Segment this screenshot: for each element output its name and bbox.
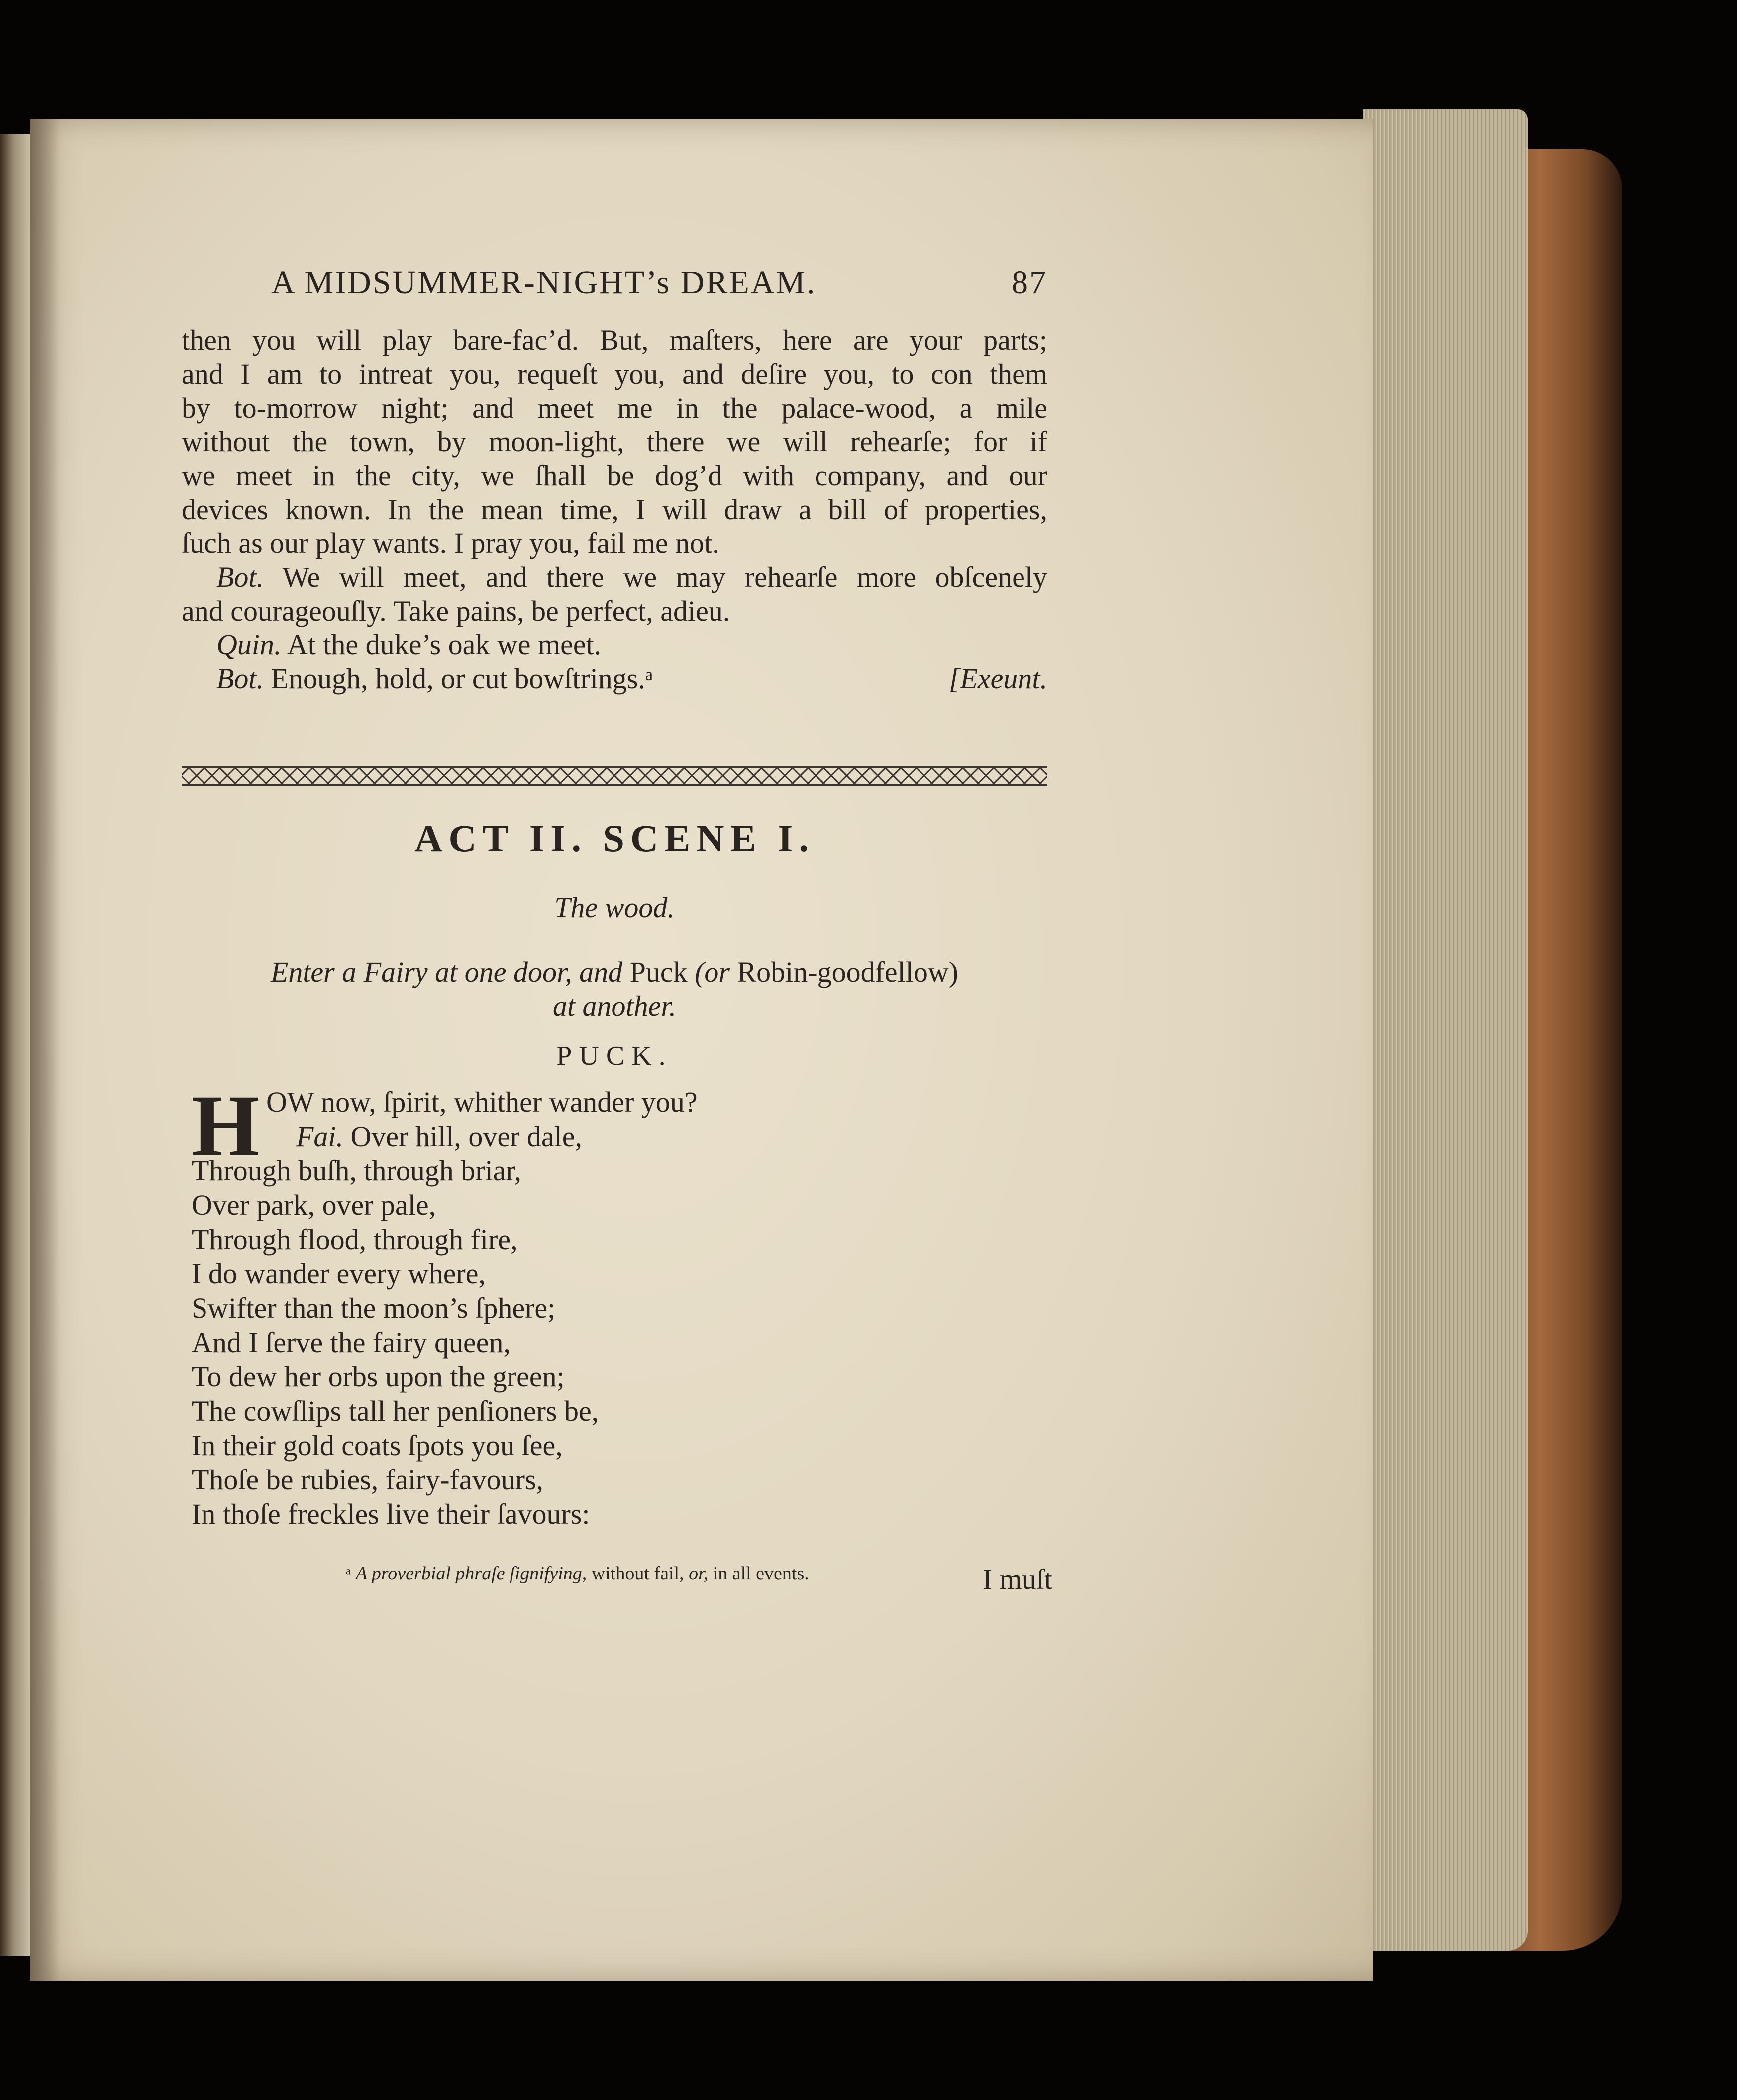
stage-dir-part: Robin-goodfellow) <box>737 956 959 988</box>
speech-bot-line-1 <box>182 560 1047 594</box>
page-number: 87 <box>1012 264 1047 301</box>
verse-line: I do wander every where, <box>192 1258 486 1290</box>
page-fore-edge <box>1363 109 1528 1951</box>
stage-direction <box>182 955 1047 1023</box>
prose-passage <box>182 323 1047 696</box>
footnote-part: in all events. <box>713 1563 809 1584</box>
drop-cap: H <box>192 1077 260 1174</box>
prose-line: and I am to intreat you, requeſt you, and deſire you, to con them <box>182 358 1047 390</box>
footnote-part: or, <box>689 1563 709 1584</box>
speaker-bot: Bot. <box>216 662 264 695</box>
stage-dir-part: Enter a Fairy at one door, <box>270 956 572 988</box>
speech-text: Enough, hold, or cut bowſtrings.ᵃ <box>271 662 653 695</box>
scene-setting: The wood. <box>554 891 675 924</box>
speech-text: We will meet, and there we may rehearſe more obſcenely <box>282 561 1047 593</box>
catchword: I muſt <box>982 1563 1052 1595</box>
footnote-part: without fail, <box>591 1563 684 1584</box>
verse-line: Swifter than the moon’s ſphere; <box>192 1292 556 1324</box>
stage-dir-part: at another. <box>552 990 677 1022</box>
speaker-quin: Quin. <box>216 629 282 661</box>
act-scene-heading: ACT II. SCENE I. <box>414 817 815 860</box>
stage-dir-part: and <box>579 956 623 988</box>
verse-line: Through buſh, through briar, <box>192 1155 521 1187</box>
verse-line: In thoſe freckles live their ſavours: <box>192 1498 590 1530</box>
prose-line: we meet in the city, we ſhall be dog’d with company, and our <box>182 459 1047 492</box>
speaker-bot: Bot. <box>216 561 264 593</box>
speech-bot-line-2: and courageouſly. Take pains, be perfect, adieu. <box>182 595 730 627</box>
stage-dir-part: (or <box>695 956 730 988</box>
verse-line: In their gold coats ſpots you ſee, <box>192 1429 563 1462</box>
verse-line: OW now, ſpirit, whither wander you? <box>266 1086 698 1118</box>
verse-passage <box>192 1077 1037 1531</box>
exeunt-direction: [Exeunt. <box>948 662 1047 695</box>
verse-line: And I ſerve the fairy queen, <box>192 1326 511 1359</box>
prose-line: then you will play bare-fac’d. But, maſters, here are your parts; <box>182 324 1047 356</box>
ornamental-rule <box>182 766 1047 786</box>
speaker-heading-puck: PUCK. <box>556 1041 673 1071</box>
verse-line: To dew her orbs upon the green; <box>192 1361 565 1393</box>
speech-quin <box>182 628 1047 662</box>
footnote-marker: ᵃ <box>346 1563 351 1584</box>
speech-bot-2 <box>182 662 1047 696</box>
speaker-fai: Fai. <box>296 1120 344 1153</box>
footnote <box>346 1563 993 1584</box>
stage-dir-part: Puck <box>629 956 688 988</box>
verse-line: Over park, over pale, <box>192 1189 436 1221</box>
running-title: A MIDSUMMER-NIGHT’s DREAM. <box>271 264 817 301</box>
prose-line: without the town, by moon-light, there we will rehearſe; for if <box>182 425 1047 458</box>
footnote-part: A proverbial phraſe ſignifying, <box>355 1563 587 1584</box>
verse-line: Thoſe be rubies, fairy-favours, <box>192 1464 544 1496</box>
prose-line: ſuch as our play wants. I pray you, fail me not. <box>182 527 719 559</box>
prose-line: by to-morrow night; and meet me in the palace-wood, a mile <box>182 392 1047 424</box>
verse-line: Through flood, through fire, <box>192 1223 518 1256</box>
page-gutter-shadow <box>30 119 60 1981</box>
speech-text: Over hill, over dale, <box>350 1120 582 1153</box>
verse-line: The cowſlips tall her penſioners be, <box>192 1395 599 1427</box>
verse-line-fai <box>192 1119 1037 1154</box>
running-head <box>182 264 1047 314</box>
prose-line: devices known. In the mean time, I will draw a bill of properties, <box>182 493 1047 525</box>
speech-text: At the duke’s oak we meet. <box>287 629 602 661</box>
